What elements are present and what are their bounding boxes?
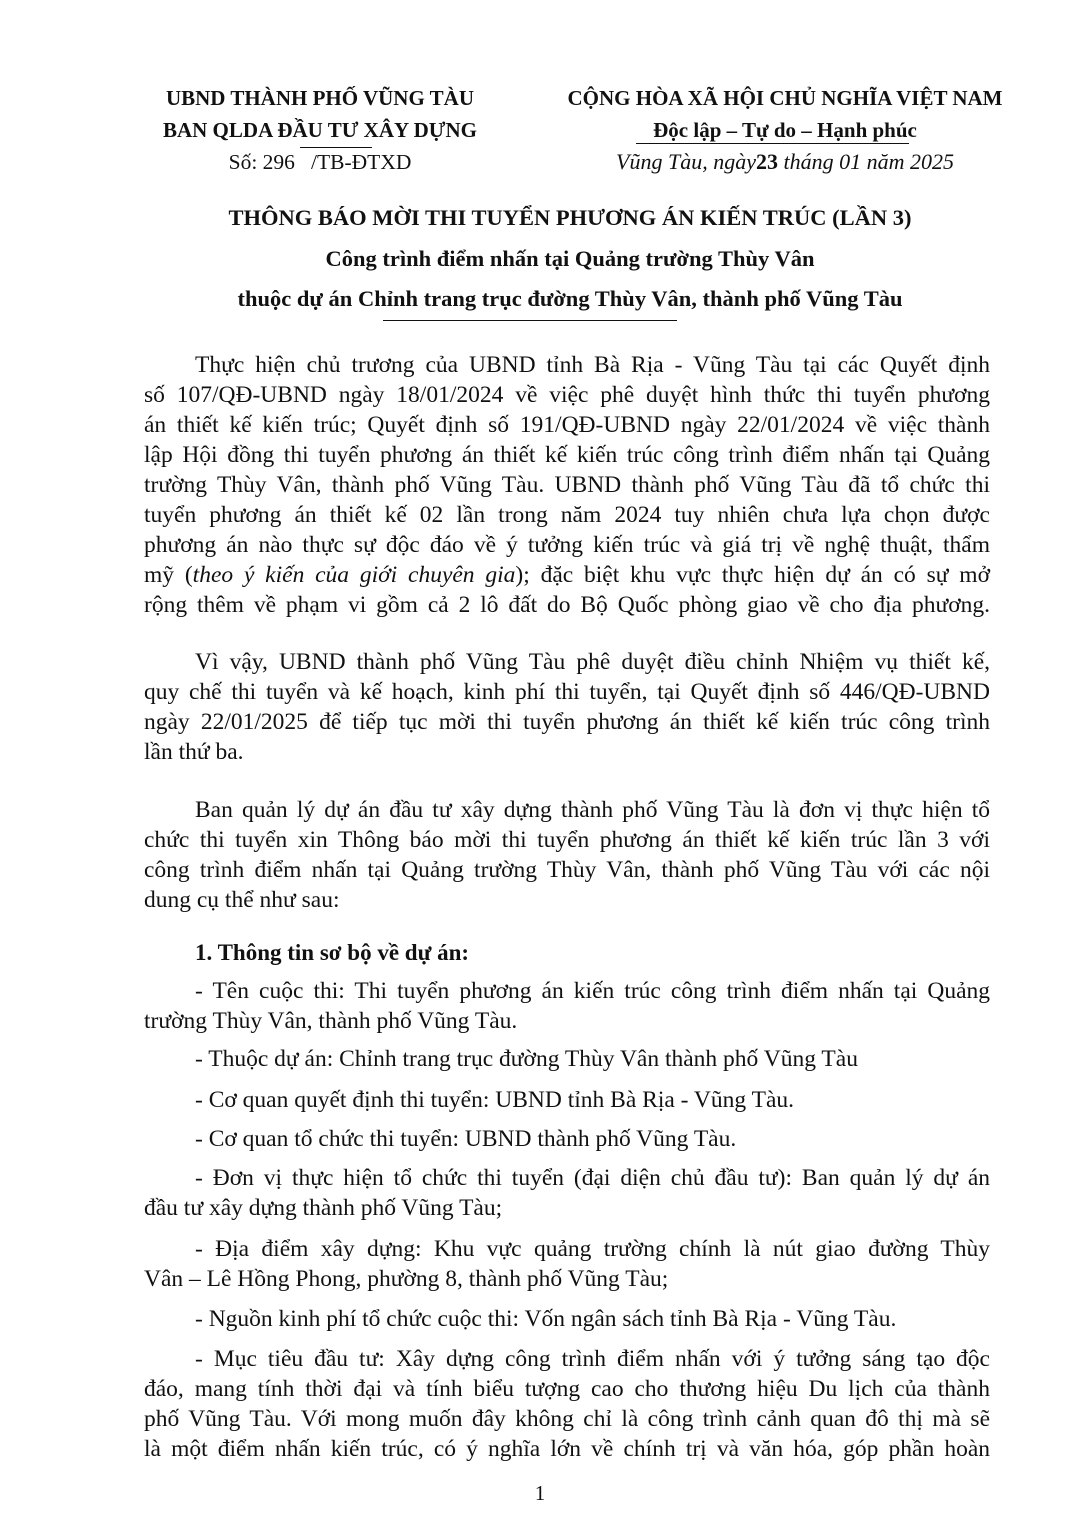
project-info-item bbox=[144, 976, 990, 1036]
expert-opinion-italic: theo ý kiến của giới chuyên gia bbox=[192, 562, 516, 588]
text-line: lần thứ ba. bbox=[144, 739, 244, 765]
text-line: - Cơ quan tổ chức thi tuyển: UBND thành phố Vũng Tàu. bbox=[195, 1126, 737, 1152]
text-line: dung cụ thể như sau: bbox=[144, 887, 340, 913]
date-day: 23 bbox=[755, 149, 778, 174]
text-line: án thiết kế kiến trúc; Quyết định số 191/QĐ-UBND ngày 22/01/2024 về việc thành bbox=[144, 412, 990, 438]
text-line: - Đơn vị thực hiện tổ chức thi tuyển (đại diện chủ đầu tư): Ban quản lý dự án bbox=[195, 1165, 990, 1191]
national-title: CỘNG HÒA XÃ HỘI CHỦ NGHĨA VIỆT NAM bbox=[567, 86, 1003, 110]
text-line: - Nguồn kinh phí tổ chức cuộc thi: Vốn ngân sách tỉnh Bà Rịa - Vũng Tàu. bbox=[195, 1306, 897, 1332]
text-line: phố Vũng Tàu. Với mong muốn đây không chỉ là công trình cảnh quan đô thị mà sẽ bbox=[144, 1406, 990, 1432]
date-suffix: tháng 01 năm 2025 bbox=[783, 149, 954, 174]
text-line: - Thuộc dự án: Chỉnh trang trục đường Thùy Vân thành phố Vũng Tàu bbox=[195, 1046, 858, 1072]
text-line: - Cơ quan quyết định thi tuyển: UBND tỉnh Bà Rịa - Vũng Tàu. bbox=[195, 1087, 795, 1113]
document-date bbox=[520, 147, 1050, 177]
text-line: là một điểm nhấn kiến trúc, có ý nghĩa lớn về chính trị và văn hóa, góp phần hoàn bbox=[144, 1436, 990, 1462]
date-prefix: Vũng Tàu, ngày bbox=[616, 149, 756, 174]
project-info-item bbox=[144, 1085, 990, 1115]
notice-subtitle: Công trình điểm nhấn tại Quảng trường Thùy Vân bbox=[325, 246, 815, 271]
text-line: Vân – Lê Hồng Phong, phường 8, thành phố Vũng Tàu; bbox=[144, 1266, 669, 1292]
doc-number-prefix: Số: 296 bbox=[228, 150, 295, 174]
national-motto: Độc lập – Tự do – Hạnh phúc bbox=[653, 118, 917, 142]
text-line: đáo, mang tính thời đại và tính biểu tượng cao cho thương hiệu Du lịch của thành bbox=[144, 1376, 990, 1402]
text-line: - Tên cuộc thi: Thi tuyển phương án kiến trúc công trình điểm nhấn tại Quảng bbox=[195, 978, 990, 1004]
text-line: - Địa điểm xây dựng: Khu vực quảng trường chính là nút giao đường Thùy bbox=[195, 1236, 990, 1262]
notice-title: THÔNG BÁO MỜI THI TUYỂN PHƯƠNG ÁN KIẾN TRÚC (LẦN 3) bbox=[228, 205, 912, 230]
text-line: - Mục tiêu đầu tư: Xây dựng công trình điểm nhấn với ý tưởng sáng tạo độc bbox=[195, 1346, 990, 1372]
text-line: quy chế thi tuyển và kế hoạch, kinh phí thi tuyển, tại Quyết định số 446/QĐ-UBND bbox=[144, 679, 990, 705]
left-header-underline bbox=[300, 147, 372, 148]
text-line: Vì vậy, UBND thành phố Vũng Tàu phê duyệt điều chỉnh Nhiệm vụ thiết kế, bbox=[195, 649, 990, 675]
text-line: ngày 22/01/2025 để tiếp tục mời thi tuyển phương án thiết kế kiến trúc công trình bbox=[144, 709, 990, 735]
text-line bbox=[144, 560, 990, 590]
motto-underline bbox=[636, 143, 909, 144]
text-fragment: mỹ ( bbox=[144, 562, 193, 588]
project-info-item bbox=[144, 1163, 990, 1223]
text-line: lập Hội đồng thi tuyển phương án thiết kế kiến trúc công trình điểm nhấn tại Quảng bbox=[144, 442, 990, 468]
project-info-item bbox=[144, 1234, 990, 1294]
text-line: chức thi tuyển xin Thông báo mời thi tuyển phương án thiết kế kiến trúc lần 3 với bbox=[144, 827, 990, 853]
notice-project: thuộc dự án Chỉnh trang trục đường Thùy Vân, thành phố Vũng Tàu bbox=[237, 286, 903, 311]
text-fragment: ); đặc biệt khu vực thực hiện dự án có sự mở bbox=[515, 562, 990, 588]
text-line: Ban quản lý dự án đầu tư xây dựng thành phố Vũng Tàu là đơn vị thực hiện tổ bbox=[195, 797, 990, 823]
text-line: đầu tư xây dựng thành phố Vũng Tàu; bbox=[144, 1195, 503, 1221]
title-underline bbox=[383, 320, 677, 321]
paragraph-3 bbox=[144, 795, 990, 915]
project-info-item bbox=[144, 1044, 990, 1074]
doc-number-suffix: /TB-ĐTXD bbox=[311, 150, 412, 174]
section-1-heading: 1. Thông tin sơ bộ về dự án: bbox=[195, 940, 470, 965]
paragraph-1 bbox=[144, 350, 990, 620]
agency-department: BAN QLDA ĐẦU TƯ XÂY DỰNG bbox=[162, 118, 478, 142]
text-line: tuyển phương án thiết kế 02 lần trong năm 2024 tuy nhiên chưa lựa chọn được bbox=[144, 502, 990, 528]
agency-name: UBND THÀNH PHỐ VŨNG TÀU bbox=[165, 86, 475, 110]
page-number: 1 bbox=[534, 1481, 546, 1505]
project-info-item bbox=[144, 1124, 990, 1154]
text-line: công trình điểm nhấn tại Quảng trường Thùy Vân, thành phố Vũng Tàu với các nội bbox=[144, 857, 990, 883]
text-line: trường Thùy Vân, thành phố Vũng Tàu. UBND thành phố Vũng Tàu đã tổ chức thi bbox=[144, 472, 990, 498]
document-number bbox=[120, 147, 520, 177]
text-line: Thực hiện chủ trương của UBND tỉnh Bà Rịa - Vũng Tàu tại các Quyết định bbox=[195, 352, 990, 378]
project-info-item bbox=[144, 1344, 990, 1464]
project-info-item bbox=[144, 1304, 990, 1334]
paragraph-2 bbox=[144, 647, 990, 767]
text-line: phương án nào thực sự độc đáo về ý tưởng kiến trúc và giá trị về nghệ thuật, thẩm bbox=[144, 532, 990, 558]
text-line: trường Thùy Vân, thành phố Vũng Tàu. bbox=[144, 1008, 518, 1034]
text-line: số 107/QĐ-UBND ngày 18/01/2024 về việc phê duyệt hình thức thi tuyển phương bbox=[144, 382, 990, 408]
text-line: rộng thêm về phạm vi gồm cả 2 lô đất do Bộ Quốc phòng giao về cho địa phương. bbox=[144, 592, 990, 618]
